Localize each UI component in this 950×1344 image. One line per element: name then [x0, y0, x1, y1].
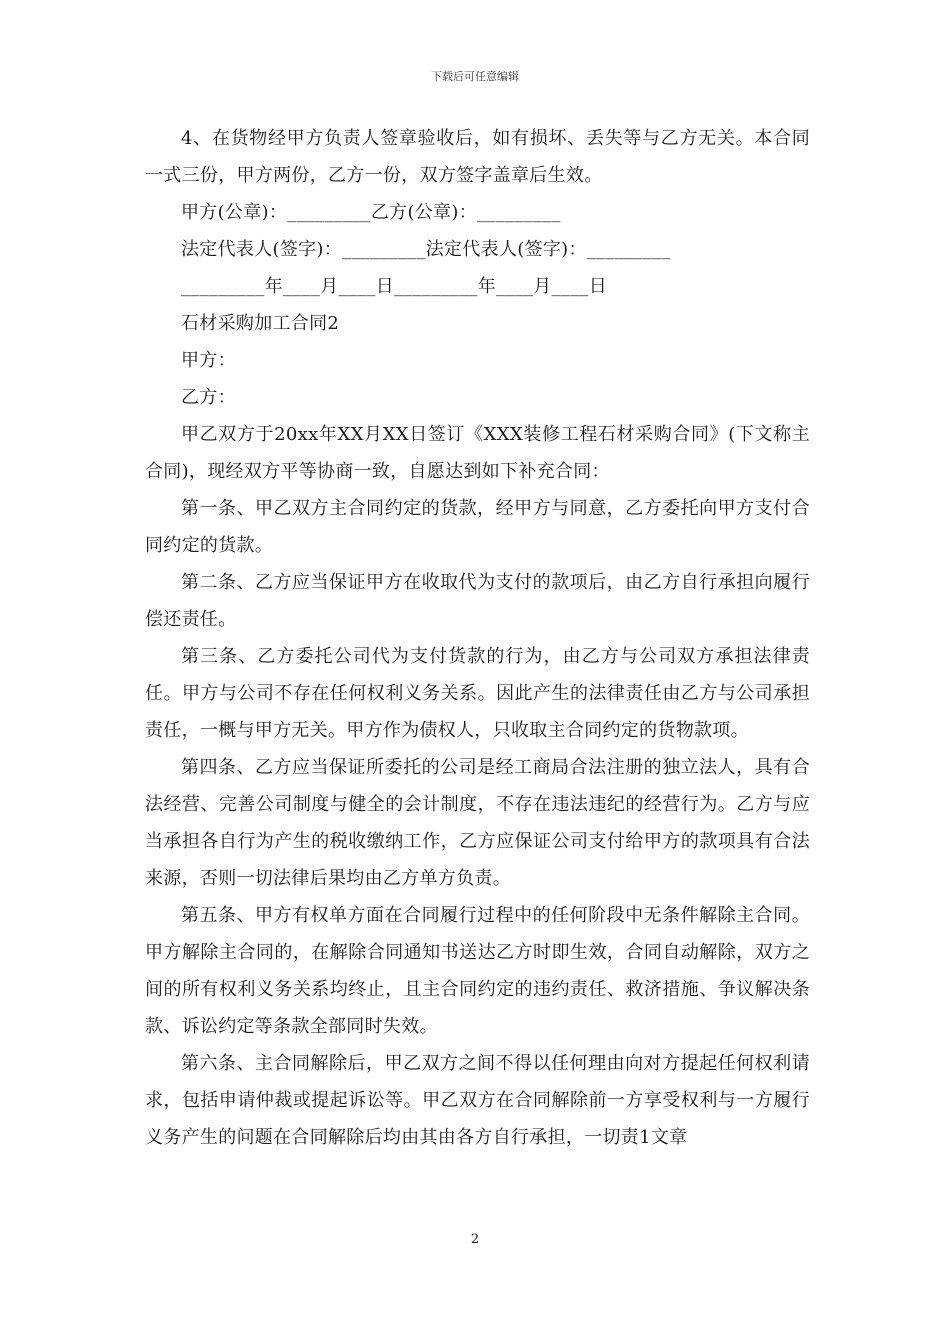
article-3: 第三条、乙方委托公司代为支付货款的行为，由乙方与公司双方承担法律责任。甲方与公司不存在任何权利义务关系。因此产生的法律责任由乙方与公司承担责任，一概与甲方无关。甲方作为债权人，只收取主合同约定的货物款项。 — [145, 646, 810, 741]
page-number: 2 — [470, 1232, 480, 1247]
document-body — [145, 120, 810, 1156]
paragraph-clause-4: 4、在货物经甲方负责人签章验收后，如有损坏、丢失等与乙方无关。本合同一式三份，甲方两份，乙方一份，双方签字盖章后生效。 — [145, 128, 810, 186]
contract-title: 石材采购加工合同2 — [181, 313, 340, 334]
contract-preamble: 甲乙双方于20xx年XX月XX日签订《XXX装修工程石材采购合同》(下文称主合同)，现经双方平等协商一致，自愿达到如下补充合同： — [145, 424, 810, 482]
signature-representative-line: 法定代表人(签字)：_________法定代表人(签字)：_________ — [181, 239, 671, 260]
article-1: 第一条、甲乙双方主合同约定的货款，经甲方与同意，乙方委托向甲方支付合同约定的货款。 — [145, 498, 810, 556]
signature-seal-line: 甲方(公章)：_________乙方(公章)：_________ — [181, 202, 561, 223]
article-5: 第五条、甲方有权单方面在合同履行过程中的任何阶段中无条件解除主合同。甲方解除主合同的，在解除合同通知书送达乙方时即生效，合同自动解除，双方之间的所有权利义务关系均终止，且主合同约定的违约责任、救济措施、争议解决条款、诉讼约定等条款全部同时失效。 — [145, 905, 810, 1037]
party-b-label: 乙方： — [181, 387, 236, 408]
party-a-label: 甲方： — [181, 350, 236, 371]
article-4: 第四条、乙方应当保证所委托的公司是经工商局合法注册的独立法人，具有合法经营、完善公司制度与健全的会计制度，不存在违法违纪的经营行为。乙方与应当承担各自行为产生的税收缴纳工作，乙方应保证公司支付给甲方的款项具有合法来源，否则一切法律后果均由乙方单方负责。 — [145, 757, 810, 889]
page-header: 下载后可任意编辑 — [431, 70, 519, 83]
signature-date-line: _________年____月____日_________年____月____日 — [181, 276, 607, 297]
article-6: 第六条、主合同解除后，甲乙双方之间不得以任何理由向对方提起任何权利请求，包括申请仲裁或提起诉讼等。甲乙双方在合同解除前一方享受权利与一方履行义务产生的问题在合同解除后均由其由各方自行承担，一切责1文章 — [145, 1053, 810, 1148]
article-2: 第二条、乙方应当保证甲方在收取代为支付的款项后，由乙方自行承担向履行偿还责任。 — [145, 572, 810, 630]
